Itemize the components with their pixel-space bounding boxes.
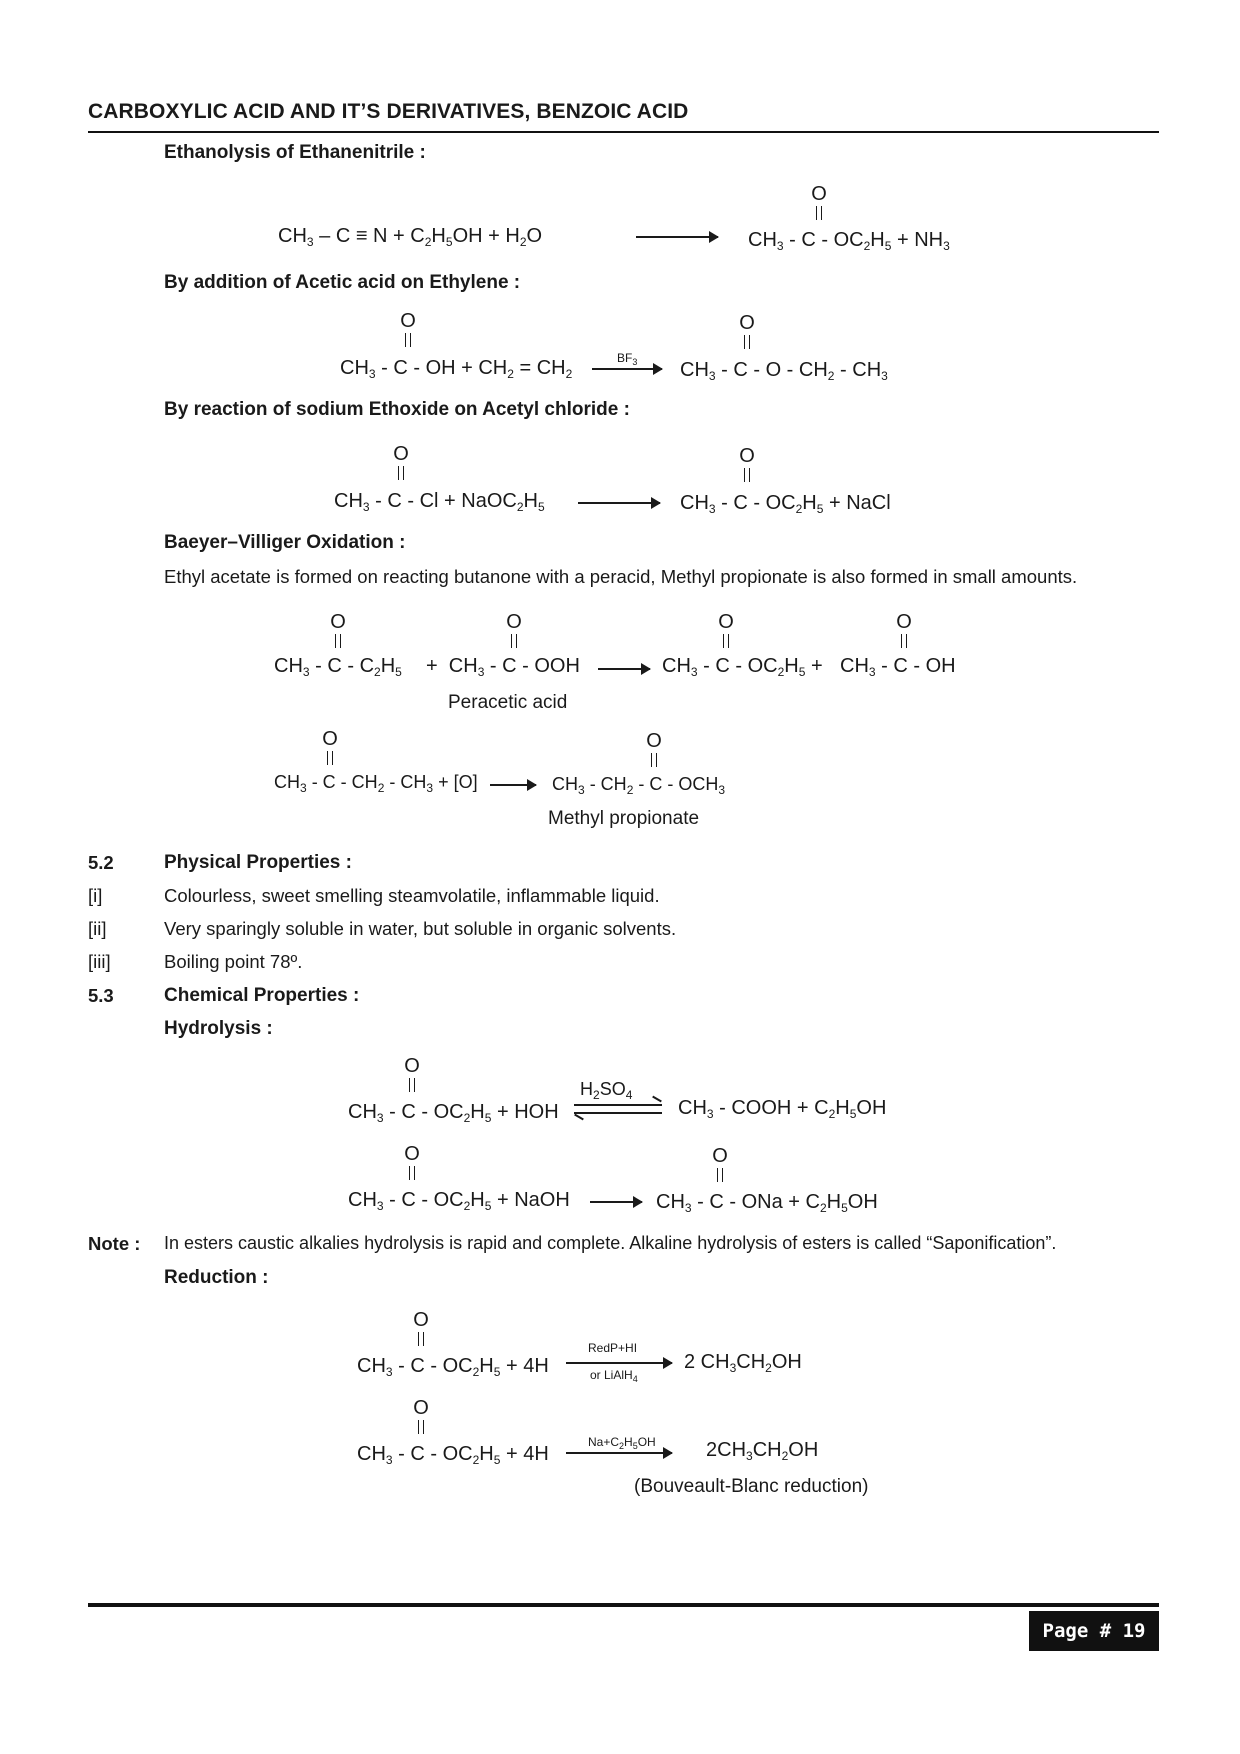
reagent-lialh4: or LiAlH$_4$ (590, 1368, 638, 1384)
heading-ethanolysis: Ethanolysis of Ethanenitrile : (164, 142, 426, 163)
label-bouveault-blanc: (Bouveault-Blanc reduction) (634, 1476, 869, 1497)
note-label: Note : (88, 1233, 141, 1254)
list-marker: [iii] (88, 951, 111, 972)
reaction-arrow (592, 368, 662, 370)
section-number-5-3: 5.3 (88, 985, 114, 1006)
label-methyl-propionate: Methyl propionate (548, 808, 700, 829)
reaction-arrow (566, 1452, 672, 1454)
reaction-arrow (566, 1362, 672, 1364)
header-rule (88, 131, 1159, 133)
heading-hydrolysis: Hydrolysis : (164, 1018, 273, 1039)
reagent-bf3: $BF_3$ (617, 351, 638, 367)
label-peracetic-acid: Peracetic acid (448, 692, 568, 713)
footer-rule (88, 1603, 1159, 1607)
reagent-na-ethanol: $Na+C_2H_5OH$ (588, 1435, 656, 1451)
reaction-arrow (598, 668, 650, 670)
note-text: In esters caustic alkalies hydrolysis is rapid and complete. Alkaline hydrolysis of esters is called “Saponification”. (164, 1233, 1057, 1253)
reagent-h2so4: $H_2SO_4$ (580, 1079, 633, 1102)
section-number-5-2: 5.2 (88, 852, 114, 873)
heading-baeyer-villiger: Baeyer–Villiger Oxidation : (164, 532, 406, 553)
reaction-arrow (578, 502, 660, 504)
reaction-arrow (590, 1201, 642, 1203)
page-title: CARBOXYLIC ACID AND IT’S DERIVATIVES, BENZOIC ACID (88, 100, 689, 123)
heading-addition: By addition of Acetic acid on Ethylene : (164, 272, 521, 293)
list-marker: [i] (88, 885, 103, 906)
reaction-arrow (636, 236, 718, 238)
list-item: Colourless, sweet smelling steamvolatile, inflammable liquid. (164, 885, 660, 906)
reaction-arrow (490, 784, 536, 786)
list-item: Boiling point 78º. (164, 951, 303, 972)
list-item: Very sparingly soluble in water, but soluble in organic solvents. (164, 918, 677, 939)
heading-ethoxide: By reaction of sodium Ethoxide on Acetyl chloride : (164, 399, 630, 420)
heading-physical-properties: Physical Properties : (164, 852, 352, 873)
heading-reduction: Reduction : (164, 1267, 269, 1288)
bv-description: Ethyl acetate is formed on reacting butanone with a peracid, Methyl propionate is also formed in small amounts. (164, 566, 1078, 587)
equilibrium-arrow (574, 1104, 662, 1106)
reagent-redp-hi: RedP+HI (588, 1341, 638, 1355)
heading-chemical-properties: Chemical Properties : (164, 985, 360, 1006)
page-number: Page # 19 (1029, 1611, 1159, 1651)
list-marker: [ii] (88, 918, 107, 939)
